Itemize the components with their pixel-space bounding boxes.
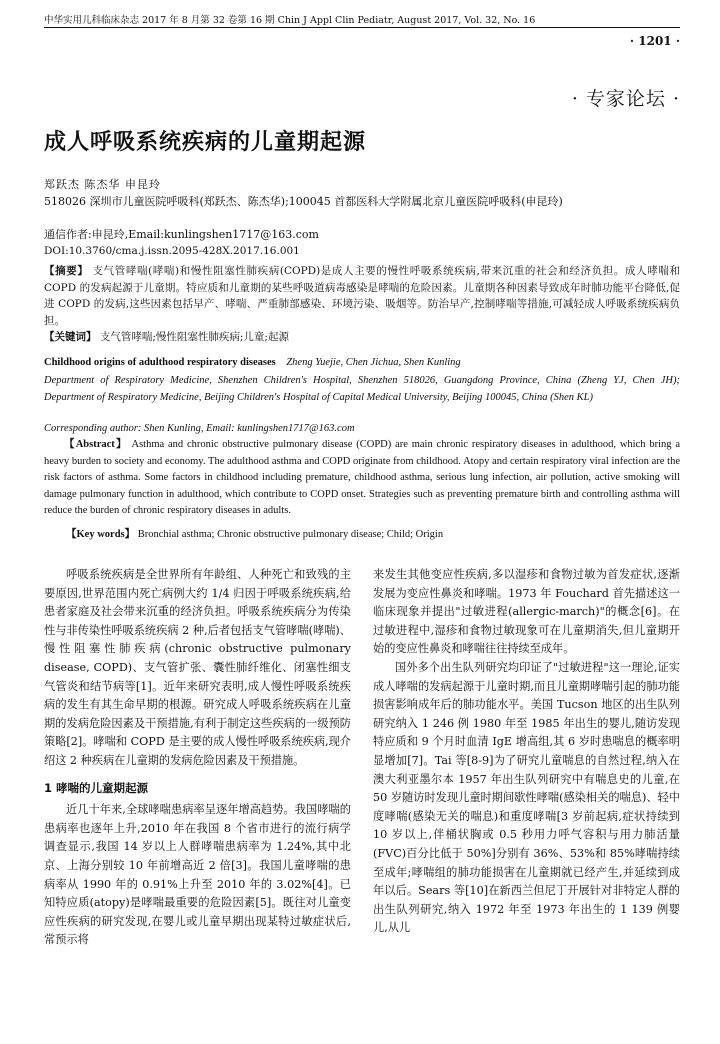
english-abstract-label: 【Abstract】	[64, 439, 128, 450]
english-corresponding-author: Corresponding author: Shen Kunling, Email: kunlingshen1717@163.com	[44, 423, 355, 434]
keywords-cn-label: 【关键词】	[44, 331, 97, 343]
body-paragraph: 呼吸系统疾病是全世界所有年龄组、人种死亡和致残的主要原因,世界范围内死亡病例大约 1/4 归因于呼吸系统疾病,给患者家庭及社会带来沉重的经济负担。呼吸系统疾病分为传染性与非传染性呼吸系统疾病 2 种,后者包括支气管哮喘(哮喘)、慢性阻塞性肺疾病(chronic obstructive pulmonary disease, COPD)、支气管扩张、囊性肺纤维化、闭塞性细支气管炎和结节病等[1]。近年来研究表明,成人慢性呼吸系统疾病的发生有其生命早期的根源。研究成人呼吸系统疾病在儿童期的发病危险因素及干预措施,有利于制定这些疾病的一级预防策略[2]。哮喘和 COPD 是主要的成人慢性呼吸系统疾病,现介绍这 2 种疾病在儿童期的发病危险因素及干预措施。	[44, 568, 351, 767]
english-abstract	[44, 437, 680, 520]
abstract-cn	[44, 263, 680, 346]
abstract-cn-label: 【摘要】	[44, 265, 89, 277]
keywords-cn: 支气管哮喘;慢性阻塞性肺疾病;儿童;起源	[99, 331, 289, 343]
english-title: Childhood origins of adulthood respiratory diseases	[44, 357, 276, 368]
doi: DOI:10.3760/cma.j.issn.2095-428X.2017.16.001	[44, 245, 300, 257]
page-number: · 1201 ·	[629, 34, 680, 48]
corresponding-author: 通信作者:申昆玲,Email:kunlingshen1717@163.com	[44, 228, 319, 241]
body-paragraph: 国外多个出生队列研究均印证了"过敏进程"这一理论,证实成人哮喘的发病起源于儿童时期,而且儿童期哮喘引起的肺功能损害影响成年后的肺功能水平。美国 Tucson 地区的出生队列研究纳入 1 246 例 1980 年至 1985 年出生的婴儿,随访发现特应质和 9 个月时血清 IgE 增高组,其 6 岁时患喘息的概率明显增加[7]。Tai 等[8-9]为了研究儿童喘息的自然过程,纳入在澳大利亚墨尔本 1957 年出生队列研究中有喘息史的儿童,在 50 岁随访时发现儿童时期间歇性哮喘(感染相关的喘息)、轻中度哮喘(感染无关的喘息)和重度哮喘[3 岁前起病,症状持续到 10 岁以上,伴桶状胸或 0.5 秒用力呼气容积与用力肺活量(FVC)百分比低于 50%]分别有 36%、53%和 85%哮喘持续至成年;哮喘组的肺功能损害在儿童期就已经产生,并延续到成年以后。Sears 等[10]在新西兰但尼丁开展针对非特定人群的出生队列研究,纳入 1972 年至 1973 年出生的 1 139 例婴儿,从儿	[373, 660, 680, 935]
body-right-column	[373, 566, 680, 938]
header-rule	[44, 27, 680, 28]
authors: 郑跃杰 陈杰华 申昆玲	[44, 178, 161, 191]
english-title-line	[44, 355, 680, 372]
english-keywords-label: 【Key words】	[66, 529, 136, 540]
body-paragraph: 来发生其他变应性疾病,多以湿疹和食物过敏为首发症状,逐渐发展为变应性鼻炎和哮喘。1973 年 Fouchard 首先描述这一临床现象并提出"过敏进程(allergic-march)"的概念[6]。在过敏进程中,湿疹和食物过敏现象可在儿童期消失,但儿童期开始的变应性鼻炎和哮喘往往持续至成年。	[373, 568, 680, 656]
body-paragraph: 近几十年来,全球哮喘患病率呈逐年增高趋势。我国哮喘的患病率也逐年上升,2010 年在我国 8 个省市进行的流行病学调查显示,我国 14 岁以上人群哮喘患病率为 1.24%,其中北京、上海分别较 10 年前增高近 2 倍[3]。我国儿童哮喘的患病率从 1990 年的 0.91%上升至 2010 年的 3.02%[4]。已知特应质(atopy)是哮喘最重要的危险因素[5]。既往对儿童变应性疾病的研究发现,在婴儿或儿童早期出现某特过敏症状后,常预示将	[44, 803, 351, 947]
body-left-column	[44, 566, 351, 950]
english-abstract-text: Asthma and chronic obstructive pulmonary disease (COPD) are main chronic respiratory diseases in adulthood, which bring a heavy burden to society and economy. The adulthood asthma and COPD originate from childhood. Atopy and certain respiratory viral infection are the risk factors of asthma. Some factors in childhood including premature, childhood asthma, serious lung infection, air pollution, active smoking will damage pulmonary function in adulthood, which contribute to COPD onset. Strategies such as preventing premature birth and controlling asthma will reduce the burden of chronic respiratory diseases in adults.	[44, 439, 680, 516]
english-affiliation: Department of Respiratory Medicine, Shenzhen Children's Hospital, Shenzhen 518026, Guangdong Province, China (Zheng YJ, Chen JH); Department of Respiratory Medicine, Beijing Children's Hospital of Capital Medical University, Beijing 100045, China (Shen KL)	[44, 375, 680, 403]
english-authors: Zheng Yuejie, Chen Jichua, Shen Kunling	[286, 357, 461, 368]
affiliation: 518026 深圳市儿童医院呼吸科(郑跃杰、陈杰华);100045 首都医科大学附属北京儿童医院呼吸科(申昆玲)	[44, 195, 563, 208]
abstract-cn-text: 支气管哮喘(哮喘)和慢性阻塞性肺疾病(COPD)是成人主要的慢性呼吸系统疾病,带来沉重的社会和经济负担。成人哮喘和 COPD 的发病起源于儿童期。特应质和儿童期的某些呼吸道病毒感染是哮喘的危险因素。儿童期各种因素导致成年时肺功能平台降低,促进 COPD 的发病,这些因素包括早产、哮喘、严重肺部感染、环境污染、吸烟等。防治早产,控制哮喘等措施,可减轻成人呼吸系统疾病负担。	[44, 265, 681, 327]
section-heading: 1 哮喘的儿童期起源	[44, 780, 149, 795]
english-keywords-text: Bronchial asthma; Chronic obstructive pulmonary disease; Child; Origin	[137, 529, 444, 540]
article-title: 成人呼吸系统疾病的儿童期起源	[44, 129, 367, 155]
section-label: · 专家论坛 ·	[571, 88, 680, 110]
english-keywords	[44, 527, 702, 544]
journal-header: 中华实用儿科临床杂志 2017 年 8 月第 32 卷第 16 期 Chin J Appl Clin Pediatr, August 2017, Vol. 32, No. 16	[44, 15, 536, 26]
